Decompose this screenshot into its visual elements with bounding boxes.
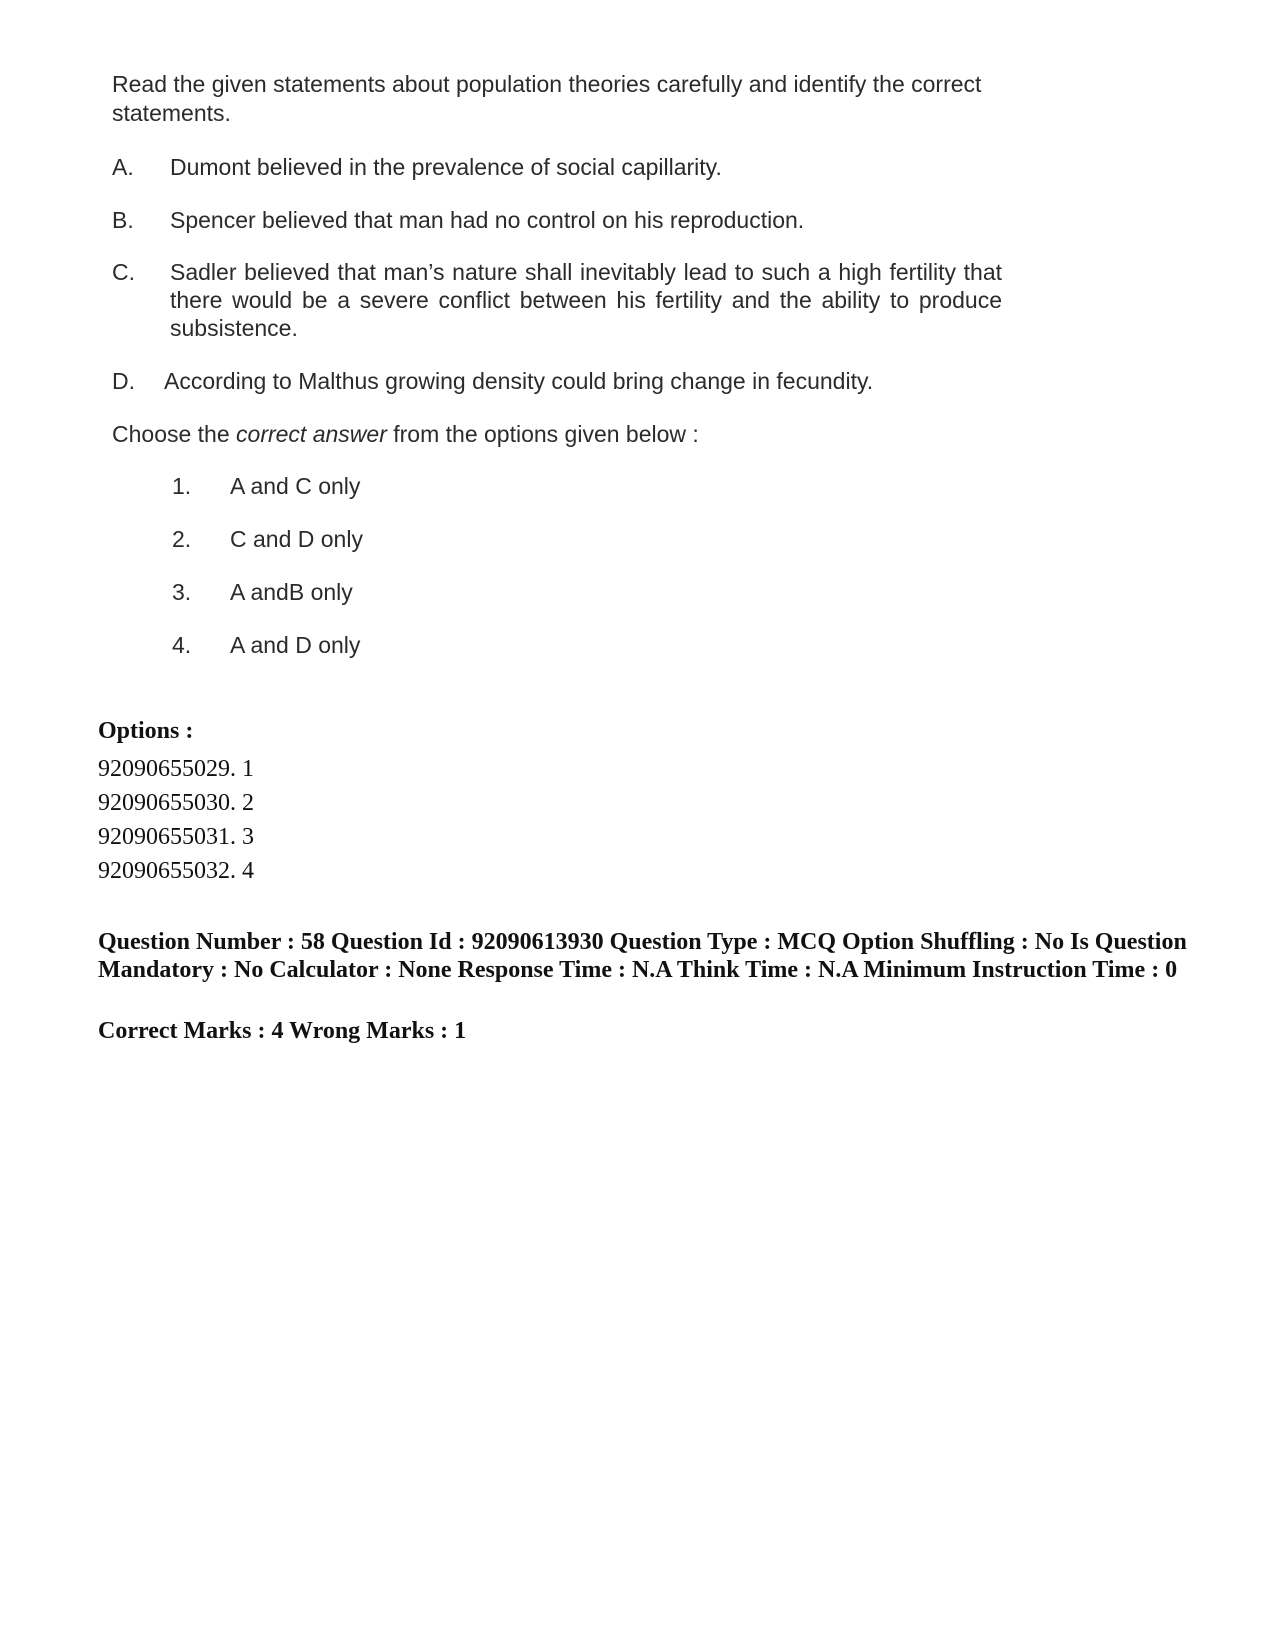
statement-d bbox=[112, 367, 1002, 395]
option-id-1: 92090655029. 1 bbox=[98, 756, 254, 782]
answer-option-3-text: A andB only bbox=[230, 579, 353, 605]
answer-option-1-number: 1. bbox=[172, 473, 192, 499]
question-info: Question Number : 58 Question Id : 92090613930 Question Type : MCQ Option Shuffling : No Is Question Mandatory : No Calculator : None Response Time : N.A Think Time : N.A Minimum Instruction Time : 0 bbox=[98, 929, 1187, 983]
answer-option-4-number: 4. bbox=[172, 632, 192, 658]
answer-option-2 bbox=[112, 525, 1002, 553]
choose-instruction bbox=[112, 420, 1002, 448]
choose-suffix: from the options given below : bbox=[386, 421, 699, 447]
marks-info: Correct Marks : 4 Wrong Marks : 1 bbox=[98, 1018, 467, 1044]
statement-a bbox=[112, 153, 1002, 181]
option-id-3: 92090655031. 3 bbox=[98, 824, 254, 850]
options-list bbox=[98, 752, 254, 888]
options-heading: Options : bbox=[98, 718, 194, 744]
answer-option-2-text: C and D only bbox=[230, 526, 363, 552]
statement-b bbox=[112, 206, 1002, 234]
question-intro: Read the given statements about population theories carefully and identify the correct statements. bbox=[112, 71, 982, 126]
answer-option-2-number: 2. bbox=[172, 526, 192, 552]
statement-a-text: Dumont believed in the prevalence of social capillarity. bbox=[170, 154, 722, 180]
statement-c-label: C. bbox=[112, 259, 135, 285]
statement-d-text: According to Malthus growing density could bring change in fecundity. bbox=[164, 368, 874, 394]
statement-c-text: Sadler believed that man’s nature shall inevitably lead to such a high fertility that there would be a severe conflict between his fertility and the ability to produce subsistence. bbox=[170, 259, 1002, 341]
option-id-4: 92090655032. 4 bbox=[98, 858, 254, 884]
question-block bbox=[112, 70, 1002, 659]
choose-prefix: Choose the bbox=[112, 421, 237, 447]
statement-b-text: Spencer believed that man had no control on his reproduction. bbox=[170, 207, 805, 233]
answer-option-4 bbox=[112, 631, 1002, 659]
answer-option-3 bbox=[112, 578, 1002, 606]
statement-d-label: D. bbox=[112, 368, 135, 394]
statement-c bbox=[112, 258, 1002, 342]
answer-option-1-text: A and C only bbox=[230, 473, 361, 499]
statement-b-label: B. bbox=[112, 207, 134, 233]
answer-option-3-number: 3. bbox=[172, 579, 192, 605]
choose-emphasis: correct answer bbox=[236, 421, 387, 447]
answer-option-4-text: A and D only bbox=[230, 632, 361, 658]
answer-option-1 bbox=[112, 472, 1002, 500]
statement-a-label: A. bbox=[112, 154, 134, 180]
option-id-2: 92090655030. 2 bbox=[98, 790, 254, 816]
